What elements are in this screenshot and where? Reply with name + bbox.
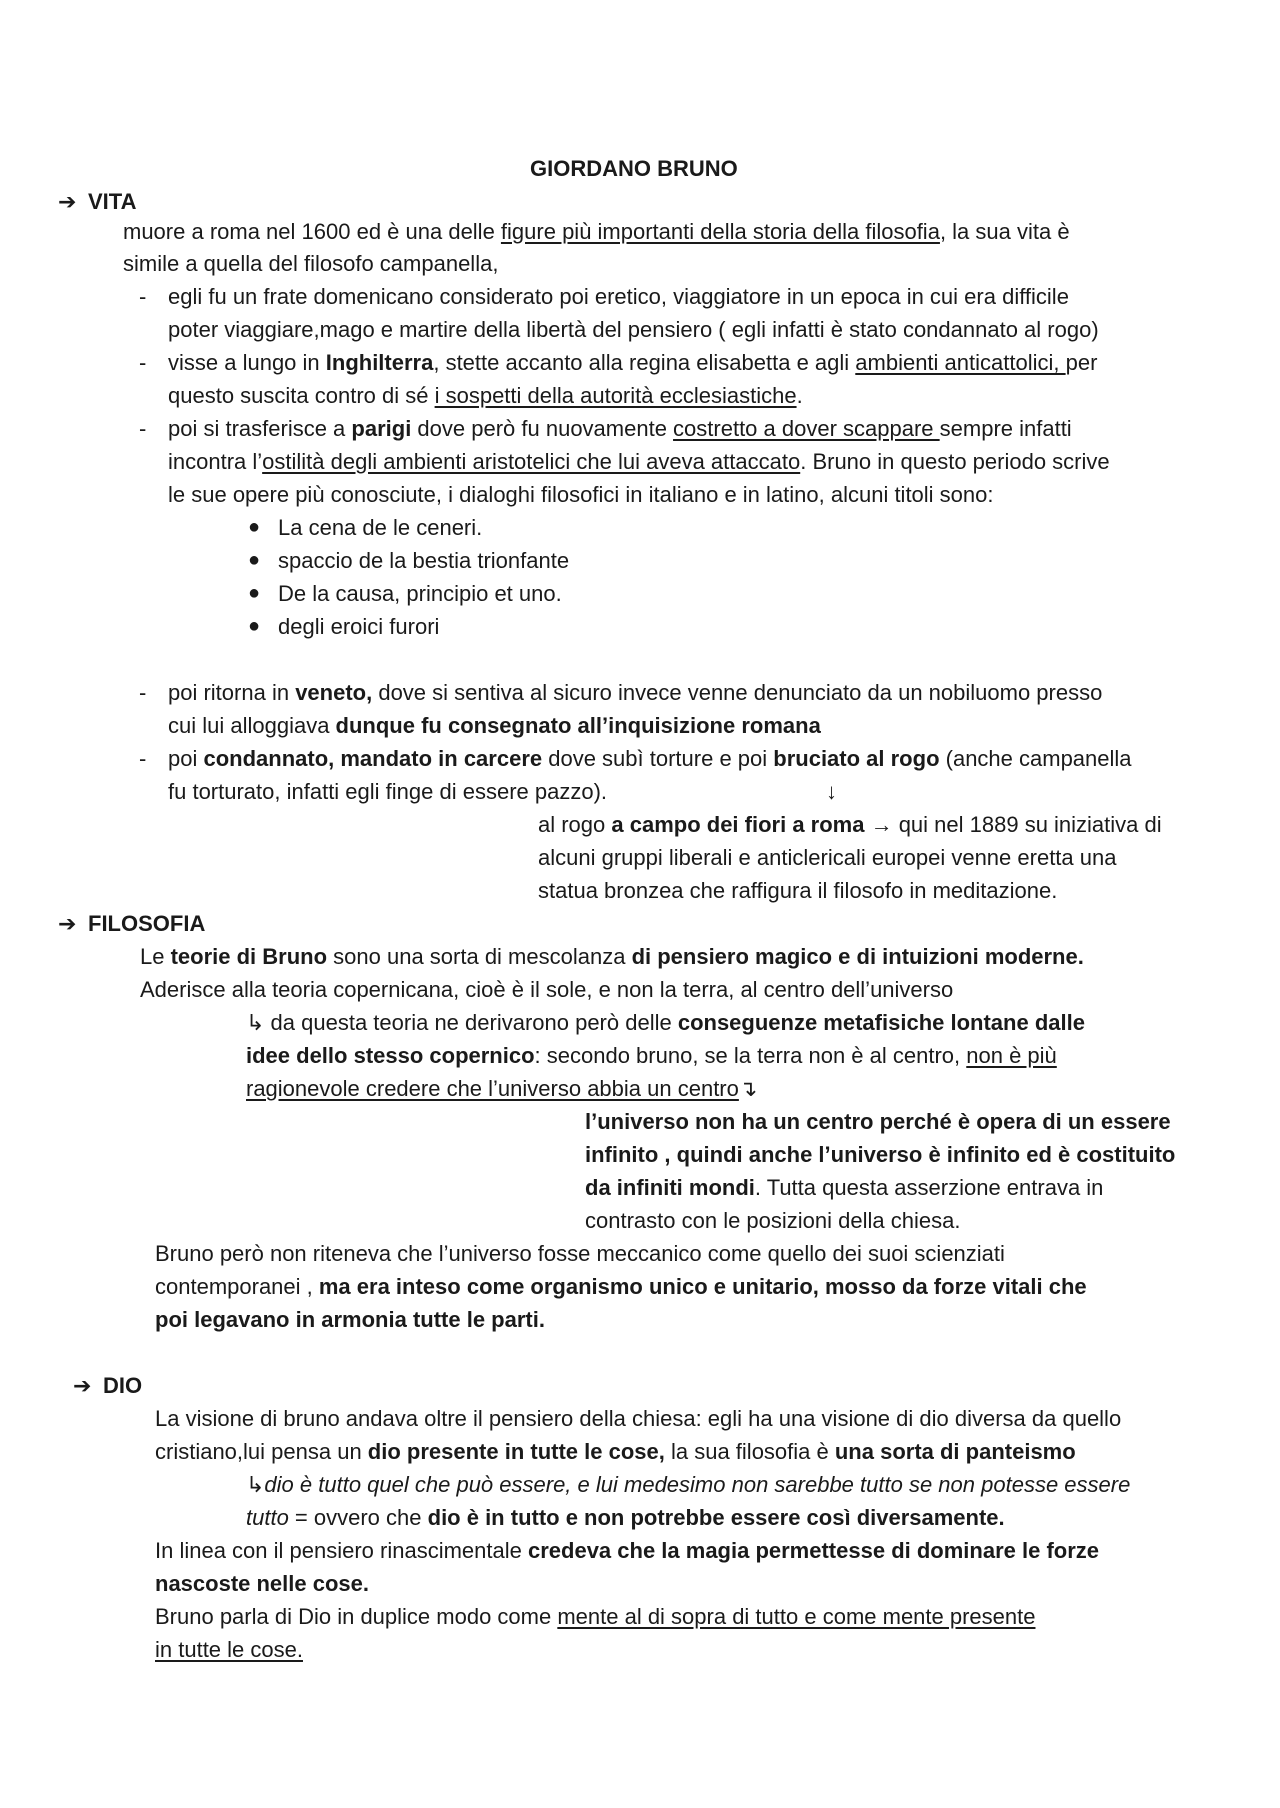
- bold-text: ma era inteso come organismo unico e unitario, mosso da forze vitali che: [318, 1274, 1087, 1299]
- vita-bullet-line: fu torturato, infatti egli finge di essere pazzo).: [168, 779, 608, 804]
- filosofia-line: poi legavano in armonia tutte le parti.: [155, 1307, 545, 1332]
- rogo-note-line: alcuni gruppi liberali e anticlericali europei venne eretta una: [538, 845, 1117, 870]
- dio-quote-line: [246, 1501, 1005, 1534]
- dio-line: La visione di bruno andava oltre il pensiero della chiesa: egli ha una visione di dio diversa da quello: [155, 1406, 1122, 1431]
- filosofia-line: Aderisce alla teoria copernicana, cioè è il sole, e non la terra, al centro dell’universo: [140, 977, 954, 1002]
- dio-line: nascoste nelle cose.: [155, 1571, 369, 1596]
- filosofia-line: Bruno però non riteneva che l’universo fosse meccanico come quello dei suoi scienziati: [155, 1241, 1005, 1266]
- bold-text: parigi: [351, 416, 412, 441]
- filosofia-consequence-line: [246, 1039, 1057, 1072]
- bold-text: condannato, mandato in carcere: [203, 746, 543, 771]
- vita-intro-line: [123, 215, 1070, 248]
- text: muore a roma nel 1600 ed è una delle: [123, 219, 501, 244]
- underlined-text: ambienti anticattolici,: [855, 350, 1066, 375]
- vita-bullet-line: le sue opere più conosciute, i dialoghi filosofici in italiano e in latino, alcuni titoli sono:: [168, 482, 994, 507]
- vita-bullet-line: egli fu un frate domenicano considerato poi eretico, viaggiatore in un epoca in cui era difficile: [168, 284, 1069, 309]
- text: Bruno parla di Dio in duplice modo come: [155, 1604, 558, 1629]
- dash-icon: -: [139, 416, 147, 441]
- heading-text: FILOSOFIA: [88, 911, 206, 936]
- work-title: spaccio de la bestia trionfante: [278, 548, 570, 573]
- heading-text: VITA: [88, 189, 137, 214]
- bold-text: da infiniti mondi: [585, 1175, 755, 1200]
- text: al rogo: [538, 812, 612, 837]
- underlined-text: mente al di sopra di tutto e come mente presente: [557, 1604, 1036, 1629]
- page-title: GIORDANO BRUNO: [530, 156, 738, 181]
- bold-text: dunque fu consegnato all’inquisizione romana: [335, 713, 821, 738]
- universe-line: [585, 1171, 1103, 1204]
- bold-text: di pensiero magico e di intuizioni moderne.: [631, 944, 1084, 969]
- italic-text: tutto: [246, 1505, 289, 1530]
- heading-text: DIO: [103, 1373, 143, 1398]
- rogo-note-line: statua bronzea che raffigura il filosofo in meditazione.: [538, 878, 1058, 903]
- vita-bullet-line: [168, 412, 1072, 445]
- section-heading-vita: [58, 185, 136, 218]
- vita-bullet-line: [168, 676, 1102, 709]
- filosofia-consequence-line: [246, 1072, 757, 1105]
- turn-arrow-icon: ↴: [738, 1076, 758, 1101]
- text: . Tutta questa asserzione entrava in: [754, 1175, 1104, 1200]
- underlined-text: costretto a dover scappare: [673, 416, 940, 441]
- text: sempre infatti: [939, 416, 1072, 441]
- work-title: La cena de le ceneri.: [278, 515, 483, 540]
- text: cristiano,lui pensa un: [155, 1439, 368, 1464]
- text: ↳ da questa teoria ne derivarono però delle: [246, 1010, 678, 1035]
- text: poi si trasferisce a: [168, 416, 352, 441]
- section-heading-filosofia: [58, 907, 205, 940]
- arrow-icon: ➔: [58, 189, 77, 214]
- text: .: [796, 383, 803, 408]
- dio-line: [155, 1600, 1035, 1633]
- text: : secondo bruno, se la terra non è al centro,: [534, 1043, 967, 1068]
- underlined-text: figure più importanti della storia della filosofia: [500, 219, 940, 244]
- text: per: [1065, 350, 1098, 375]
- bold-text: idee dello stesso copernico: [246, 1043, 535, 1068]
- vita-intro-line: simile a quella del filosofo campanella,: [123, 251, 499, 276]
- work-title: degli eroici furori: [278, 614, 440, 639]
- bold-text: bruciato al rogo: [773, 746, 940, 771]
- text: , stette accanto alla regina elisabetta e agli: [433, 350, 856, 375]
- dash-icon: -: [139, 746, 147, 771]
- arrow-icon: ➔: [58, 911, 77, 936]
- vita-bullet-line: [168, 346, 1097, 379]
- text: contemporanei ,: [155, 1274, 319, 1299]
- text: dove subì torture e poi: [542, 746, 774, 771]
- universe-line: contrasto con le posizioni della chiesa.: [585, 1208, 961, 1233]
- bullet-icon: ●: [248, 582, 261, 604]
- dio-line: [155, 1435, 1076, 1468]
- bold-text: conseguenze metafisiche lontane dalle: [677, 1010, 1085, 1035]
- bullet-icon: ●: [248, 516, 261, 538]
- bold-text: a campo dei fiori a roma: [611, 812, 865, 837]
- text: = ovvero che: [288, 1505, 428, 1530]
- text: questo suscita contro di sé: [168, 383, 435, 408]
- filosofia-line: [155, 1270, 1087, 1303]
- vita-bullet-line: [168, 445, 1110, 478]
- underlined-text: i sospetti della autorità ecclesiastiche: [434, 383, 797, 408]
- underlined-text: non è più: [966, 1043, 1057, 1068]
- text: visse a lungo in: [168, 350, 326, 375]
- filosofia-line: [140, 940, 1084, 973]
- dash-icon: -: [139, 284, 147, 309]
- text: → qui nel 1889 su iniziativa di: [864, 812, 1162, 837]
- universe-line: l’universo non ha un centro perché è opera di un essere: [585, 1109, 1171, 1134]
- dash-icon: -: [139, 680, 147, 705]
- dio-quote-line: ↳dio è tutto quel che può essere, e lui medesimo non sarebbe tutto se non potesse essere: [246, 1472, 1131, 1497]
- bullet-icon: ●: [248, 549, 261, 571]
- universe-line: infinito , quindi anche l’universo è infinito ed è costituito: [585, 1142, 1176, 1167]
- filosofia-consequence-line: [246, 1006, 1085, 1039]
- text: poi ritorna in: [168, 680, 296, 705]
- bold-text: teorie di Bruno: [170, 944, 328, 969]
- text: la sua filosofia è: [664, 1439, 835, 1464]
- arrow-icon: ➔: [73, 1373, 92, 1398]
- text: In linea con il pensiero rinascimentale: [155, 1538, 528, 1563]
- bold-text: dio presente in tutte le cose,: [367, 1439, 665, 1464]
- section-heading-dio: [73, 1369, 142, 1402]
- vita-bullet-line: [168, 742, 1132, 775]
- text: , la sua vita è: [939, 219, 1070, 244]
- text: dove però fu nuovamente: [411, 416, 674, 441]
- text: poi: [168, 746, 204, 771]
- bold-text: credeva che la magia permettesse di dominare le forze: [527, 1538, 1100, 1563]
- text: dove si sentiva al sicuro invece venne denunciato da un nobiluomo presso: [372, 680, 1103, 705]
- bold-text: dio è in tutto e non potrebbe essere così diversamente.: [427, 1505, 1005, 1530]
- dash-icon: -: [139, 350, 147, 375]
- rogo-note-line: [538, 808, 1162, 841]
- text: incontra l’: [168, 449, 263, 474]
- vita-bullet-line: poter viaggiare,mago e martire della libertà del pensiero ( egli infatti è stato condannato al rogo): [168, 317, 1099, 342]
- dio-line: in tutte le cose.: [155, 1637, 303, 1662]
- text: (anche campanella: [939, 746, 1132, 771]
- work-title: De la causa, principio et uno.: [278, 581, 562, 606]
- text: . Bruno in questo periodo scrive: [800, 449, 1110, 474]
- bold-text: Inghilterra: [325, 350, 434, 375]
- dio-line: [155, 1534, 1099, 1567]
- text: sono una sorta di mescolanza: [327, 944, 632, 969]
- vita-bullet-line: [168, 379, 803, 412]
- bold-text: veneto,: [295, 680, 373, 705]
- vita-bullet-line: [168, 709, 821, 742]
- bullet-icon: ●: [248, 615, 261, 637]
- text: Le: [140, 944, 171, 969]
- text: cui lui alloggiava: [168, 713, 336, 738]
- down-arrow-icon: ↓: [826, 779, 837, 804]
- underlined-text: ostilità degli ambienti aristotelici che lui aveva attaccato: [262, 449, 801, 474]
- underlined-text: ragionevole credere che l’universo abbia un centro: [246, 1076, 739, 1101]
- bold-text: una sorta di panteismo: [834, 1439, 1076, 1464]
